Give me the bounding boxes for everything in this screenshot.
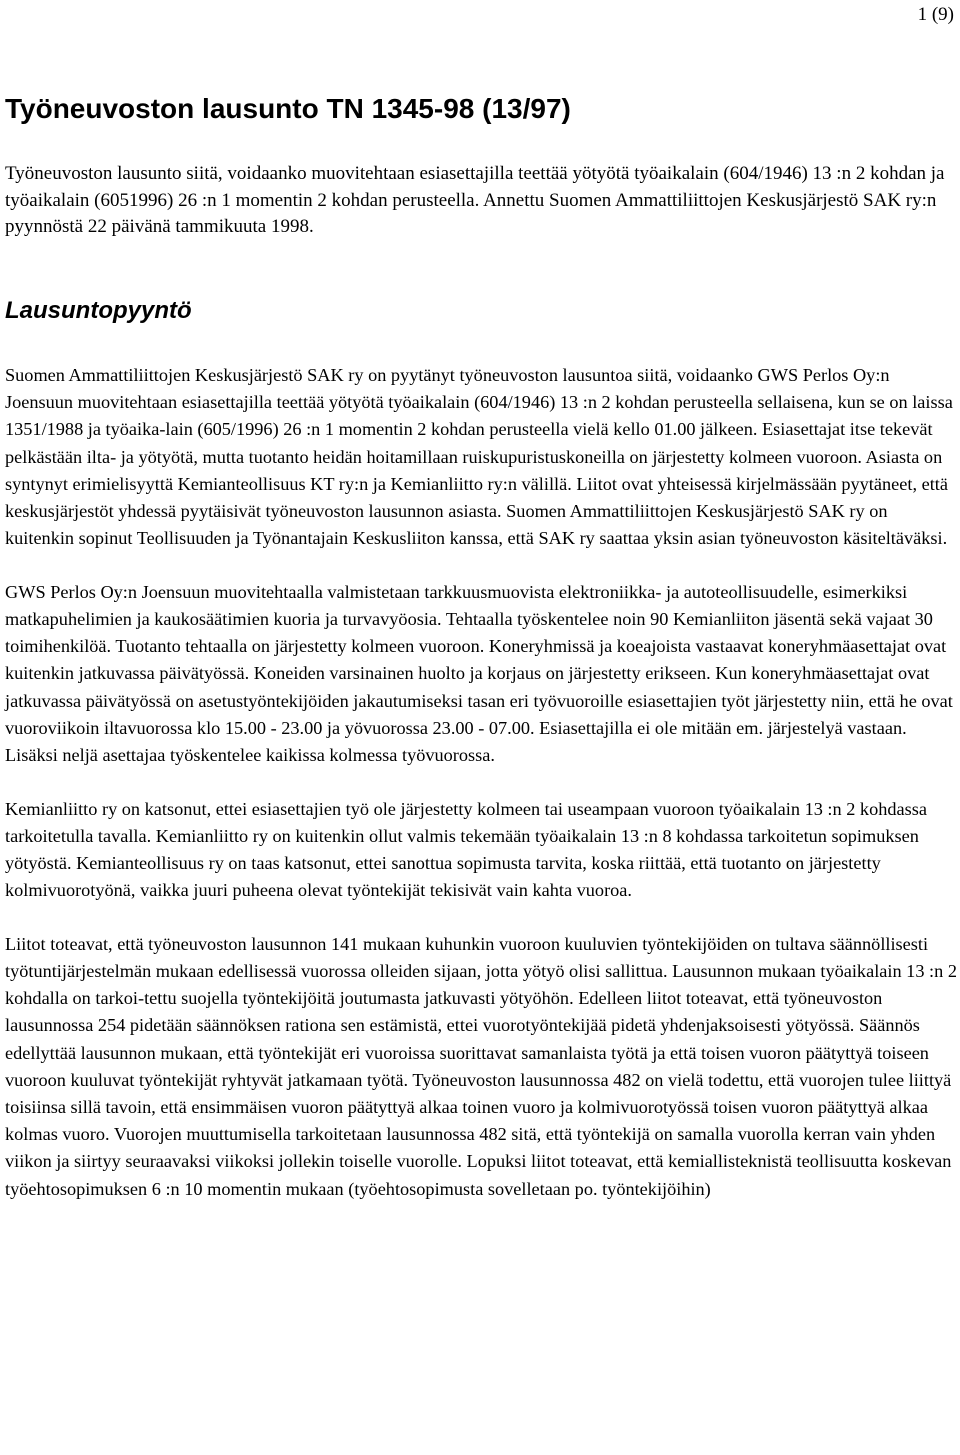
paragraph-factory: GWS Perlos Oy:n Joensuun muovitehtaalla valmistetaan tarkkuusmuovista elektroniikka- ja autoteollisuudelle, esimerkiksi matkapuhelimien ja kaukosäätimien kuoria ja turvavyöosia. Tehtaalla työskentelee noin 90 Kemianliiton jäsentä sekä vajaat 30 toimihenkilöä. Tuotanto tehtaalla on järjestetty kolmeen vuoroon. Koneryhmissä ja koeajoista vastaavat koneryhmäasettajat ovat kuitenkin jatkuvassa päivätyössä. Koneiden varsinainen huolto ja korjaus on järjestetty erikseen. Kun koneryhmäasettajat ovat jatkuvassa päivätyössä on asetustyöntekijöiden jakautumiseksi tasan eri työvuoroille esiasettajien työt järjestetty niin, että he ovat vuoroviikoin iltavuorossa klo 15.00 - 23.00 ja yövuorossa 23.00 - 07.00. Esiasettajilla ei ole mitään em. järjestelyä vastaan. Lisäksi neljä asettajaa työskentelee kaikissa kolmessa työvuorossa. — [5, 581, 953, 766]
page-number: 1 (9) — [917, 4, 954, 25]
document-title: Työneuvoston lausunto TN 1345-98 (13/97) — [5, 93, 571, 124]
intro-paragraph: Työneuvoston lausunto siitä, voidaanko muovitehtaan esiasettajilla teettää yötyötä työaikalain (604/1946) 13 :n 2 kohdan ja työaikalain (6051996) 26 :n 1 momentin 2 kohdan perusteella. Annettu Suomen Ammattiliittojen Keskusjärjestö SAK ry:n pyynnöstä 22 päivänä tammikuuta 1998. — [5, 163, 945, 237]
paragraph-statements: Liitot toteavat, että työneuvoston lausunnon 141 mukaan kuhunkin vuoroon kuuluvien työntekijöiden on tultava säännöllisesti työtuntijärjestelmän mukaan edellisessä vuorossa olleiden sijaan, jotta yötyö olisi sallittua. Lausunnon mukaan työaikalain 13 :n 2 kohdalla on tarkoi-tettu suojella työntekijöitä joutumasta jatkuvasti yötyöhön. Edelleen liitot toteavat, että työneuvoston lausunnossa 254 pidetään säännöksen rationa sen estämistä, ettei vuorotyöntekijää pidetä yhdenjaksoisesti yötyössä. Säännös edellyttää lausunnon mukaan, että työntekijät eri vuoroissa suorittavat samanlaista työtä ja että toisen vuoron päätyttyä toiseen vuoroon kuuluvat työntekijät ryhtyvät jatkamaan työtä. Työneuvoston lausunnossa 482 on vielä todettu, että vuorojen tulee liittyä toisiinsa sillä tavoin, että ensimmäisen vuoron päätyttyä alkaa toinen vuoro ja kolmivuorotyössä toisen vuoron päätyttyä alkaa kolmas vuoro. Vuorojen muuttumisella tarkoitetaan lausunnossa 482 sitä, että työntekijä on samalla vuorolla kerran vain yhden viikon ja siirtyy seuraavaksi viikoksi jollekin toiselle vuorolle. Lopuksi liitot toteavat, että kemiallisteknistä teollisuutta koskevan työehtosopimuksen 6 :n 10 momentin mukaan (työehtosopimusta sovelletaan po. työntekijöihin) — [5, 933, 957, 1199]
body-text — [5, 362, 957, 1229]
paragraph-positions: Kemianliitto ry on katsonut, ettei esiasettajien työ ole järjestetty kolmeen tai useampaan vuoroon työaikalain 13 :n 2 kohdassa tarkoitetulla tavalla. Kemianliitto ry on kuitenkin ollut valmis tekemään työaikalain 13 :n 8 kohdassa tarkoitetun sopimuksen yötyöstä. Kemianteollisuus ry on taas katsonut, ettei sanottua sopimusta tarvita, koska riittää, että tuotanto on järjestetty kolmivuorotyönä, vaikka juuri puheena olevat työntekijät tekisivät vain kahta vuoroa. — [5, 798, 927, 901]
section-heading: Lausuntopyyntö — [5, 297, 192, 324]
paragraph-request: Suomen Ammattiliittojen Keskusjärjestö SAK ry on pyytänyt työneuvoston lausuntoa siitä, voidaanko GWS Perlos Oy:n Joensuun muovitehtaan esiasettajilla teettää yötyötä työaikalain (604/1946) 13 :n 2 kohdan perusteella sellaisena, kun se on laissa 1351/1988 ja työaika-lain (605/1996) 26 :n 1 momentin 2 kohdan perusteella vielä kello 01.00 jälkeen. Esiasettajat itse tekevät pelkästään ilta- ja yötyötä, mutta tuotanto heidän hoitamillaan ruiskupuristuskoneilla on järjestetty kolmeen vuoroon. Asiasta on syntynyt erimielisyyttä Kemianteollisuus KT ry:n ja Kemianliitto ry:n välillä. Liitot ovat yhteisessä kirjelmässään pyytäneet, että keskusjärjestöt yhdessä pyytäisivät työneuvoston lausunnon asiasta. Suomen Ammattiliittojen Keskusjärjestö SAK ry on kuitenkin sopinut Teollisuuden ja Työnantajain Keskusliiton kanssa, että SAK ry saattaa yksin asian työneuvoston käsiteltäväksi. — [5, 365, 953, 549]
